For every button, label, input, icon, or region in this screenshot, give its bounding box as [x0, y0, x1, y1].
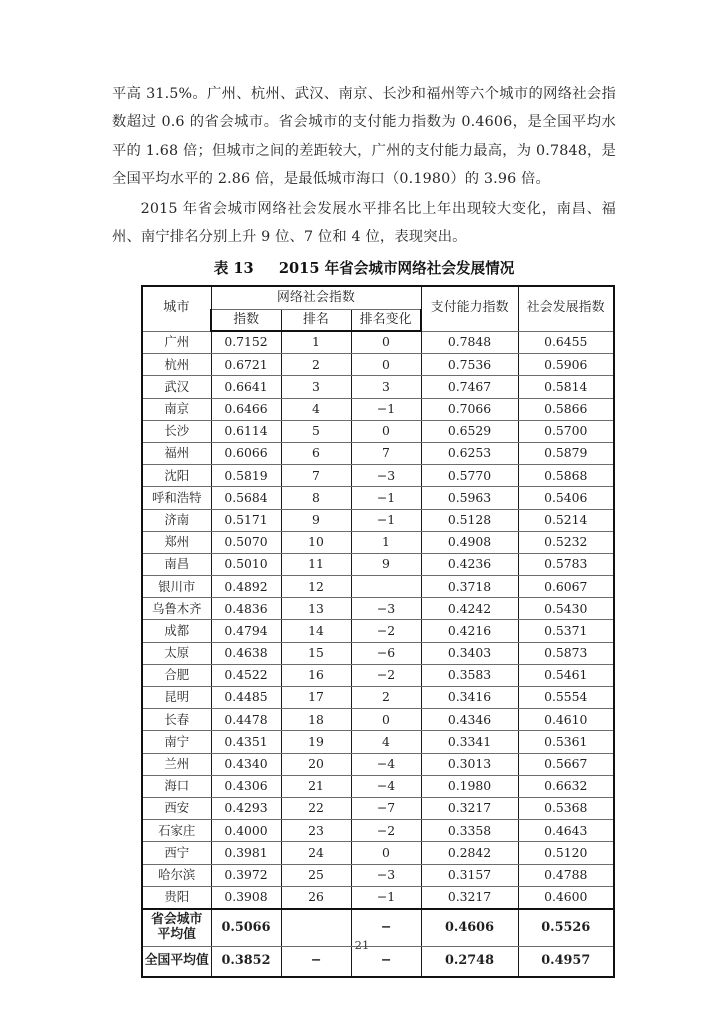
- cell-city: 合肥: [142, 664, 211, 686]
- cell-summary-index: 0.5066: [211, 909, 281, 947]
- cell-social-index: 0.5873: [518, 642, 614, 664]
- cell-rank-change: 0: [351, 709, 421, 731]
- cell-pay-index: 0.7848: [421, 331, 518, 354]
- table-row: [142, 687, 614, 709]
- cell-pay-index: 0.3403: [421, 642, 518, 664]
- cell-rank-change: −1: [351, 509, 421, 531]
- summary-label-line1: 全国平均值: [144, 953, 209, 969]
- table-caption: [112, 259, 616, 279]
- cell-rank: 1: [281, 331, 351, 354]
- cell-city: 福州: [142, 442, 211, 464]
- cell-rank-change: −4: [351, 753, 421, 775]
- cell-city: 乌鲁木齐: [142, 598, 211, 620]
- cell-city: 南京: [142, 398, 211, 420]
- cell-pay-index: 0.6253: [421, 442, 518, 464]
- cell-rank-change: −7: [351, 797, 421, 819]
- column-header-social-index: 社会发展指数: [518, 286, 614, 331]
- cell-rank: 25: [281, 864, 351, 886]
- cell-city: 太原: [142, 642, 211, 664]
- cell-rank: 6: [281, 442, 351, 464]
- cell-social-index: 0.5814: [518, 376, 614, 398]
- cell-pay-index: 0.4236: [421, 553, 518, 575]
- table-row: [142, 886, 614, 909]
- cell-rank: 26: [281, 886, 351, 909]
- table-row: [142, 509, 614, 531]
- table-row: [142, 576, 614, 598]
- column-header-rank-change: 排名变化: [351, 310, 421, 332]
- cell-social-index: 0.5667: [518, 753, 614, 775]
- cell-index: 0.4485: [211, 687, 281, 709]
- cell-summary-social-index: 0.5526: [518, 909, 614, 947]
- cell-social-index: 0.5120: [518, 842, 614, 864]
- cell-pay-index: 0.3157: [421, 864, 518, 886]
- cell-rank: 21: [281, 775, 351, 797]
- cell-city: 兰州: [142, 753, 211, 775]
- cell-index: 0.3981: [211, 842, 281, 864]
- cell-index: 0.4000: [211, 820, 281, 842]
- summary-label-line2: 平均值: [157, 926, 196, 942]
- column-header-network-index-group: 网络社会指数: [211, 286, 421, 310]
- cell-pay-index: 0.3416: [421, 687, 518, 709]
- summary-label-line1: 省会城市: [151, 912, 203, 928]
- cell-pay-index: 0.6529: [421, 420, 518, 442]
- column-header-pay-index: 支付能力指数: [421, 286, 518, 331]
- cell-rank-change: 2: [351, 687, 421, 709]
- table-row: [142, 398, 614, 420]
- cell-rank: 23: [281, 820, 351, 842]
- cell-city: 石家庄: [142, 820, 211, 842]
- cell-rank: 13: [281, 598, 351, 620]
- table-caption-number: 表 13: [213, 260, 254, 277]
- table-row: [142, 487, 614, 509]
- cell-social-index: 0.4610: [518, 709, 614, 731]
- cell-pay-index: 0.2842: [421, 842, 518, 864]
- cell-city: 长春: [142, 709, 211, 731]
- cell-city: 海口: [142, 775, 211, 797]
- cell-city: 杭州: [142, 354, 211, 376]
- cell-index: 0.4638: [211, 642, 281, 664]
- cell-rank-change: 0: [351, 420, 421, 442]
- table-row: [142, 420, 614, 442]
- cell-social-index: 0.5868: [518, 465, 614, 487]
- cell-social-index: 0.4600: [518, 886, 614, 909]
- cell-rank: 22: [281, 797, 351, 819]
- cell-rank: 16: [281, 664, 351, 686]
- column-header-city: 城市: [142, 286, 211, 331]
- cell-city: 西宁: [142, 842, 211, 864]
- cell-city: 哈尔滨: [142, 864, 211, 886]
- cell-index: 0.4306: [211, 775, 281, 797]
- cell-city: 沈阳: [142, 465, 211, 487]
- cell-rank-change: 0: [351, 354, 421, 376]
- cell-index: 0.6114: [211, 420, 281, 442]
- cell-summary-rank-change: −: [351, 946, 421, 977]
- cell-summary-pay-index: 0.4606: [421, 909, 518, 947]
- cell-social-index: 0.6632: [518, 775, 614, 797]
- cell-pay-index: 0.4346: [421, 709, 518, 731]
- cell-city: 郑州: [142, 531, 211, 553]
- table-row: [142, 731, 614, 753]
- cell-social-index: 0.5700: [518, 420, 614, 442]
- cell-social-index: 0.5368: [518, 797, 614, 819]
- cell-summary-index: 0.3852: [211, 946, 281, 977]
- cell-index: 0.4478: [211, 709, 281, 731]
- network-society-table: [141, 285, 615, 978]
- cell-index: 0.6721: [211, 354, 281, 376]
- page-number: 21: [354, 938, 370, 952]
- table-head: [142, 286, 614, 331]
- cell-pay-index: 0.3013: [421, 753, 518, 775]
- table-row: [142, 553, 614, 575]
- cell-rank-change: −1: [351, 398, 421, 420]
- cell-rank: 7: [281, 465, 351, 487]
- cell-pay-index: 0.4908: [421, 531, 518, 553]
- table-row: [142, 664, 614, 686]
- cell-city: 济南: [142, 509, 211, 531]
- cell-index: 0.5070: [211, 531, 281, 553]
- cell-pay-index: 0.1980: [421, 775, 518, 797]
- cell-index: 0.7152: [211, 331, 281, 354]
- cell-rank: 24: [281, 842, 351, 864]
- cell-rank: 4: [281, 398, 351, 420]
- cell-rank-change: −2: [351, 620, 421, 642]
- cell-rank-change: 1: [351, 531, 421, 553]
- cell-rank-change: 9: [351, 553, 421, 575]
- cell-rank: 3: [281, 376, 351, 398]
- cell-city: 广州: [142, 331, 211, 354]
- cell-rank-change: −3: [351, 598, 421, 620]
- cell-city: 呼和浩特: [142, 487, 211, 509]
- cell-pay-index: 0.4242: [421, 598, 518, 620]
- cell-social-index: 0.5879: [518, 442, 614, 464]
- table-caption-title: 2015 年省会城市网络社会发展情况: [278, 260, 515, 277]
- cell-index: 0.4351: [211, 731, 281, 753]
- cell-rank: 8: [281, 487, 351, 509]
- cell-rank-change: −6: [351, 642, 421, 664]
- cell-pay-index: 0.3341: [421, 731, 518, 753]
- cell-social-index: 0.5783: [518, 553, 614, 575]
- cell-social-index: 0.4788: [518, 864, 614, 886]
- table-row: [142, 842, 614, 864]
- table-row: [142, 620, 614, 642]
- cell-rank: 18: [281, 709, 351, 731]
- table-row: [142, 864, 614, 886]
- table-row: [142, 331, 614, 354]
- cell-index: 0.3908: [211, 886, 281, 909]
- cell-rank-change: 0: [351, 842, 421, 864]
- cell-pay-index: 0.5770: [421, 465, 518, 487]
- cell-social-index: 0.5461: [518, 664, 614, 686]
- cell-index: 0.4293: [211, 797, 281, 819]
- cell-index: 0.3972: [211, 864, 281, 886]
- cell-pay-index: 0.3358: [421, 820, 518, 842]
- paragraph-2: 2015 年省会城市网络社会发展水平排名比上年出现较大变化，南昌、福州、南宁排名分别上升 9 位、7 位和 4 位，表现突出。: [112, 200, 616, 246]
- cell-summary-social-index: 0.4957: [518, 946, 614, 977]
- cell-rank: 14: [281, 620, 351, 642]
- cell-social-index: 0.5430: [518, 598, 614, 620]
- cell-city: 银川市: [142, 576, 211, 598]
- table-row: [142, 709, 614, 731]
- cell-social-index: 0.5866: [518, 398, 614, 420]
- cell-index: 0.6466: [211, 398, 281, 420]
- cell-index: 0.5684: [211, 487, 281, 509]
- cell-social-index: 0.5371: [518, 620, 614, 642]
- table-header-row-top: [142, 286, 614, 310]
- cell-rank: 5: [281, 420, 351, 442]
- cell-city: 武汉: [142, 376, 211, 398]
- table-row: [142, 797, 614, 819]
- cell-rank: 9: [281, 509, 351, 531]
- cell-pay-index: 0.3583: [421, 664, 518, 686]
- table-row: [142, 642, 614, 664]
- cell-pay-index: 0.7066: [421, 398, 518, 420]
- table-row: [142, 753, 614, 775]
- cell-rank: 17: [281, 687, 351, 709]
- table-row: [142, 598, 614, 620]
- cell-rank: 2: [281, 354, 351, 376]
- cell-social-index: 0.5214: [518, 509, 614, 531]
- cell-city: 南昌: [142, 553, 211, 575]
- cell-index: 0.5819: [211, 465, 281, 487]
- cell-city: 长沙: [142, 420, 211, 442]
- table-body: [142, 331, 614, 977]
- paragraph-1: 平高 31.5%。广州、杭州、武汉、南京、长沙和福州等六个城市的网络社会指数超过 0.6 的省会城市。省会城市的支付能力指数为 0.4606，是全国平均水平的 1.68 倍；但城市之间的差距较大，广州的支付能力最高，为 0.7848，是全国平均水平的 2.86 倍，是最低城市海口（0.1980）的 3.96 倍。: [112, 86, 616, 188]
- cell-pay-index: 0.4216: [421, 620, 518, 642]
- cell-rank-change: 0: [351, 331, 421, 354]
- cell-pay-index: 0.7467: [421, 376, 518, 398]
- cell-social-index: 0.6455: [518, 331, 614, 354]
- cell-city: 昆明: [142, 687, 211, 709]
- table-row: [142, 354, 614, 376]
- cell-rank-change: −1: [351, 487, 421, 509]
- cell-city: 成都: [142, 620, 211, 642]
- cell-rank-change: 3: [351, 376, 421, 398]
- table-row: [142, 465, 614, 487]
- cell-rank-change: −3: [351, 864, 421, 886]
- cell-rank-change: −1: [351, 886, 421, 909]
- cell-pay-index: 0.3718: [421, 576, 518, 598]
- cell-index: 0.4522: [211, 664, 281, 686]
- cell-index: 0.5171: [211, 509, 281, 531]
- body-text-block: [112, 80, 616, 251]
- table-row: [142, 531, 614, 553]
- cell-rank: 19: [281, 731, 351, 753]
- cell-rank: 15: [281, 642, 351, 664]
- cell-social-index: 0.5554: [518, 687, 614, 709]
- cell-pay-index: 0.3217: [421, 797, 518, 819]
- cell-city: 西安: [142, 797, 211, 819]
- cell-social-index: 0.4643: [518, 820, 614, 842]
- table-row: [142, 775, 614, 797]
- cell-index: 0.5010: [211, 553, 281, 575]
- column-header-rank: 排名: [281, 310, 351, 332]
- cell-pay-index: 0.5128: [421, 509, 518, 531]
- cell-pay-index: 0.3217: [421, 886, 518, 909]
- cell-social-index: 0.5906: [518, 354, 614, 376]
- table-container: [141, 285, 605, 978]
- cell-index: 0.4836: [211, 598, 281, 620]
- cell-rank-change: 7: [351, 442, 421, 464]
- cell-city: 贵阳: [142, 886, 211, 909]
- cell-social-index: 0.5361: [518, 731, 614, 753]
- cell-rank: 12: [281, 576, 351, 598]
- cell-rank-change: −2: [351, 664, 421, 686]
- cell-summary-pay-index: 0.2748: [421, 946, 518, 977]
- cell-rank-change: 4: [351, 731, 421, 753]
- cell-summary-rank-change: −: [351, 909, 421, 947]
- cell-rank: 20: [281, 753, 351, 775]
- cell-social-index: 0.6067: [518, 576, 614, 598]
- cell-rank-change: −4: [351, 775, 421, 797]
- table-row: [142, 376, 614, 398]
- cell-rank-change: −2: [351, 820, 421, 842]
- cell-social-index: 0.5232: [518, 531, 614, 553]
- cell-index: 0.4340: [211, 753, 281, 775]
- cell-pay-index: 0.7536: [421, 354, 518, 376]
- cell-index: 0.6641: [211, 376, 281, 398]
- table-row: [142, 442, 614, 464]
- cell-pay-index: 0.5963: [421, 487, 518, 509]
- cell-summary-rank: −: [281, 946, 351, 977]
- cell-rank-change: −3: [351, 465, 421, 487]
- cell-rank: 11: [281, 553, 351, 575]
- cell-rank: 10: [281, 531, 351, 553]
- cell-city: 南宁: [142, 731, 211, 753]
- cell-index: 0.6066: [211, 442, 281, 464]
- cell-index: 0.4794: [211, 620, 281, 642]
- cell-social-index: 0.5406: [518, 487, 614, 509]
- cell-index: 0.4892: [211, 576, 281, 598]
- table-row: [142, 820, 614, 842]
- column-header-index: 指数: [211, 310, 281, 332]
- cell-rank-change: [351, 576, 421, 598]
